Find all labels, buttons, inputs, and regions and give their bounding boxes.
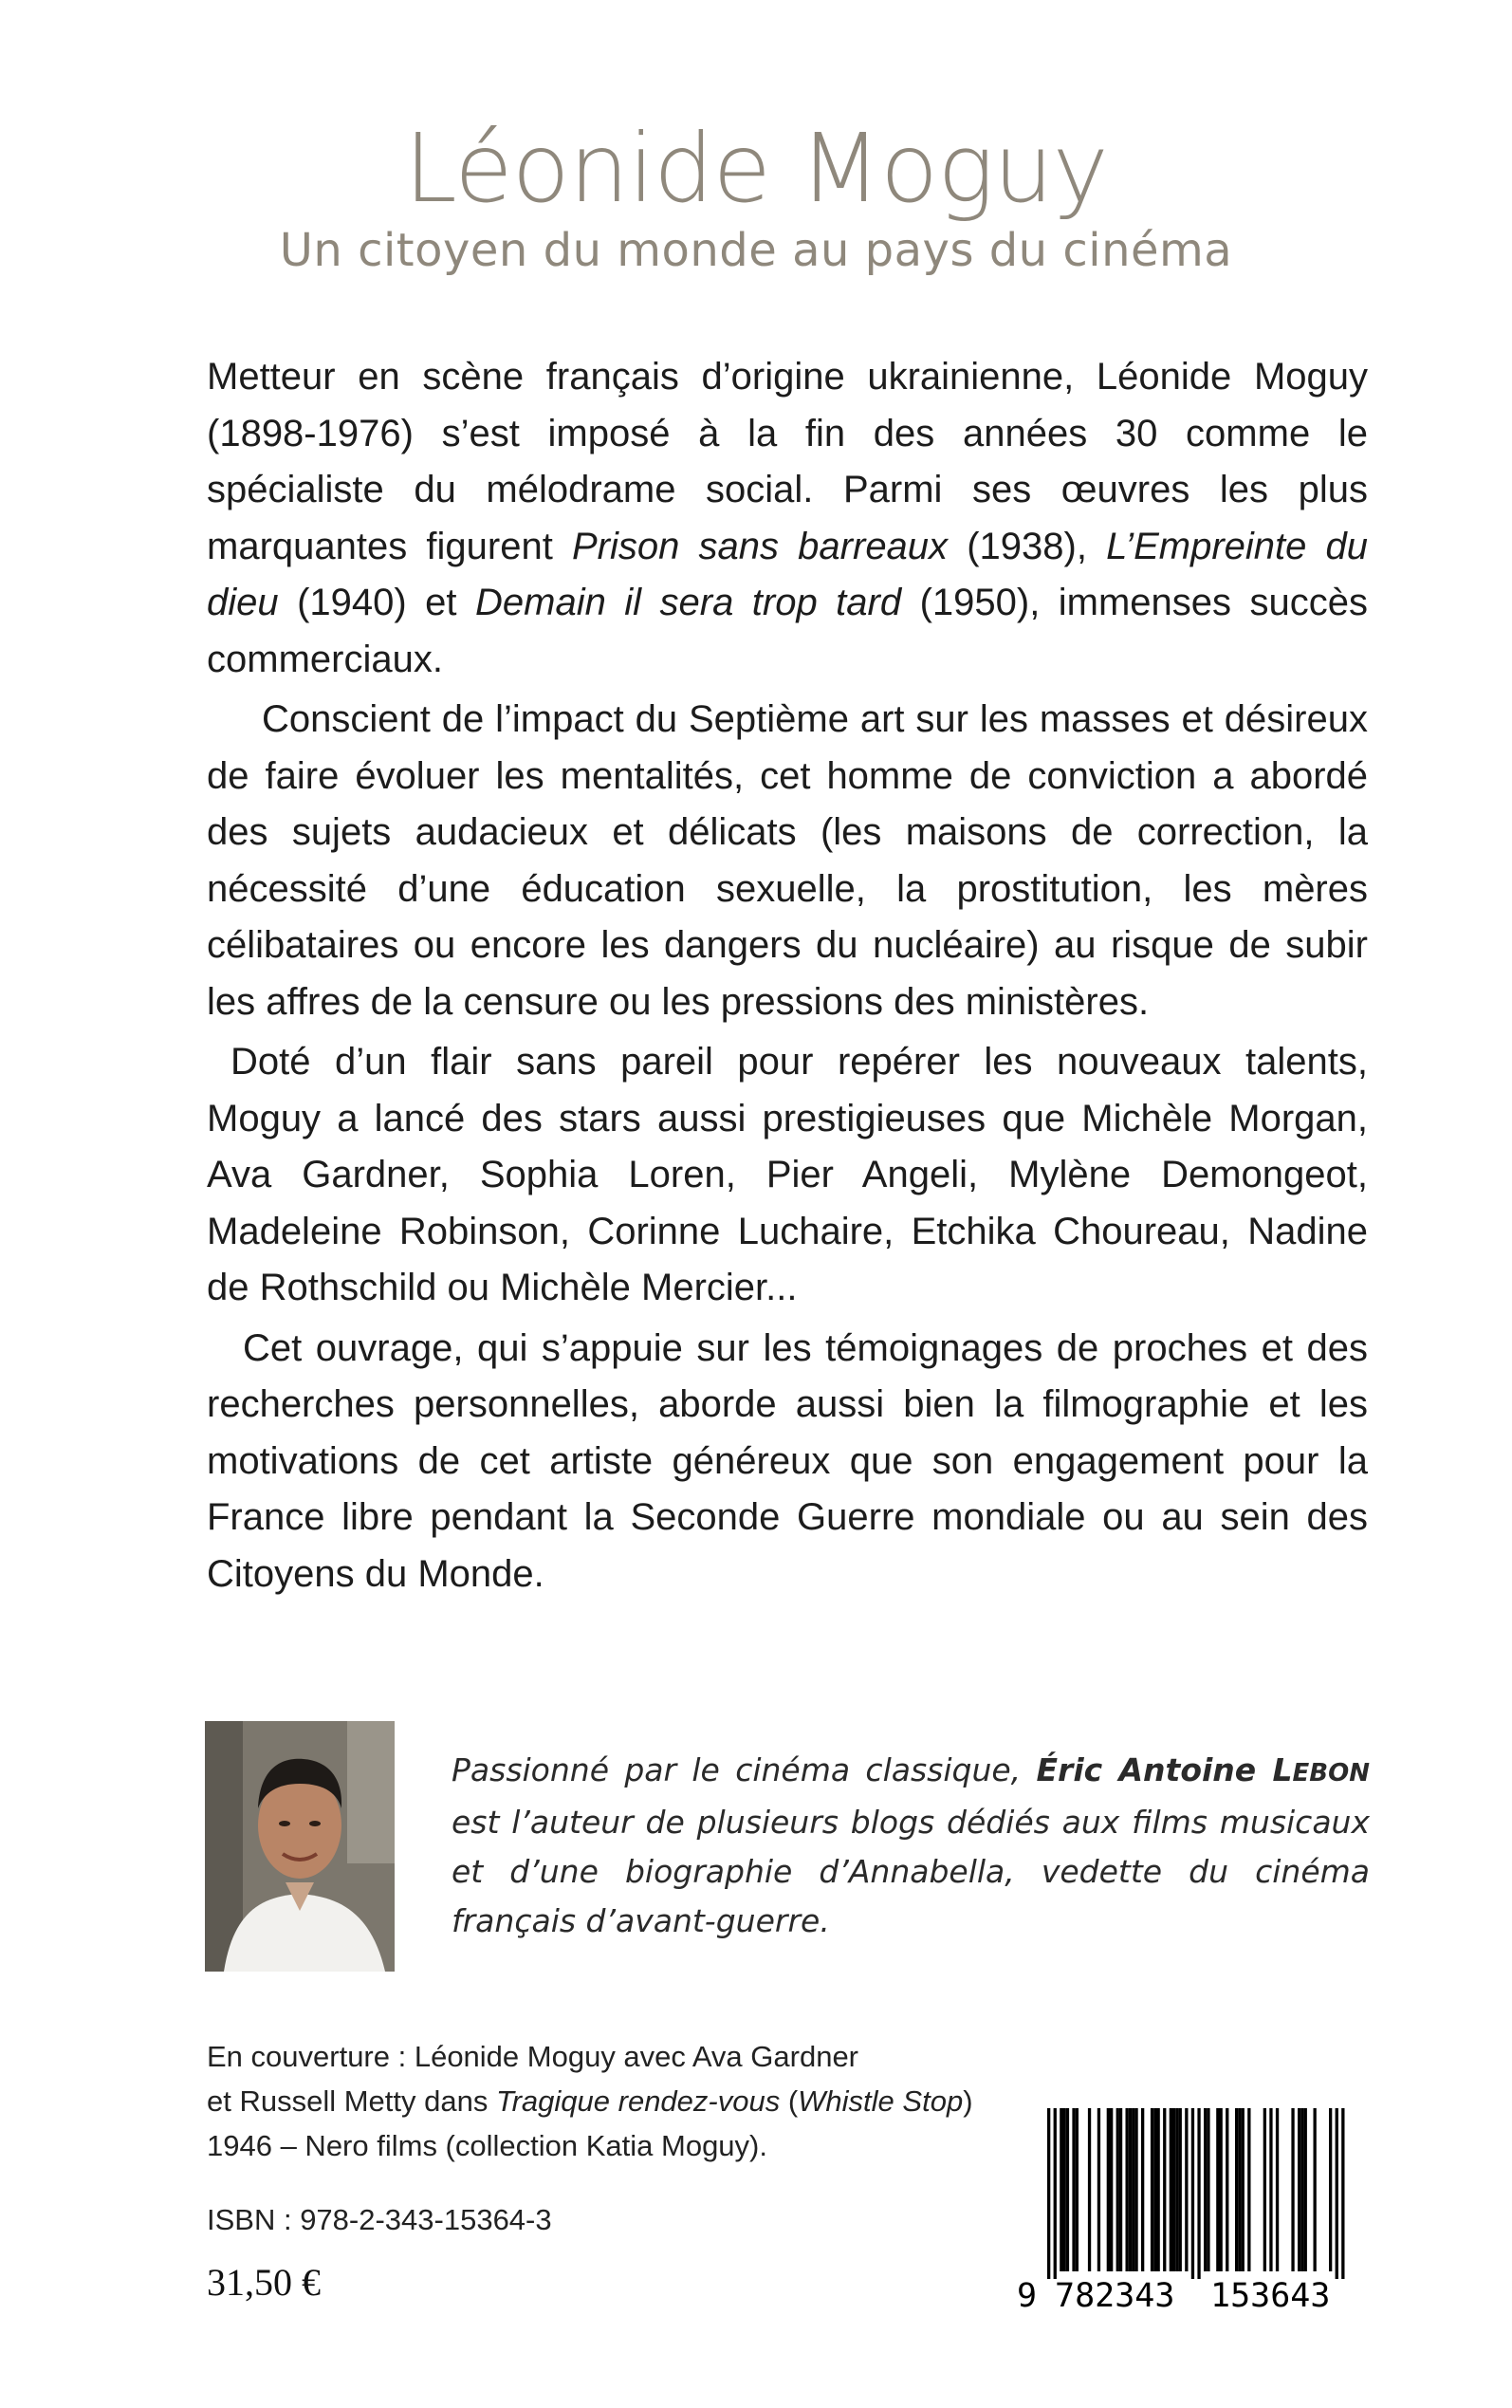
barcode-bar (1220, 2108, 1223, 2271)
barcode-bar (1179, 2108, 1182, 2271)
blurb-paragraph-4: Cet ouvrage, qui s’appuie sur les témoignages de proches et des recherches personnelles, aborde aussi bien la filmographie et les motivations de cet artiste généreux que son engagement pour la France libre pendant la Seconde Guerre mondiale ou au sein des Citoyens du Monde. (207, 1326, 1368, 1595)
barcode-bar (1216, 2108, 1219, 2271)
author-name (1037, 1751, 1371, 1788)
barcode-bar (1047, 2108, 1050, 2279)
barcode-bar (1269, 2108, 1272, 2271)
barcode-bar (1157, 2108, 1160, 2271)
barcode-bar (1191, 2108, 1194, 2279)
barcode-bar (1341, 2108, 1344, 2279)
barcode-bar (1242, 2108, 1245, 2271)
film-title: Prison sans barreaux (571, 525, 949, 567)
text-run: ) (963, 2084, 973, 2118)
credits-line-1: En couverture : Léonide Moguy avec Ava Gardner (207, 2040, 859, 2073)
barcode-bar (1060, 2108, 1062, 2271)
barcode-right-group: 153643 (1210, 2277, 1331, 2315)
barcode-bar (1235, 2108, 1238, 2271)
text-run: ( (780, 2084, 799, 2118)
barcode (1017, 2108, 1370, 2315)
film-title: L’Empreinte du dieu (207, 525, 1369, 623)
barcode-bar (1054, 2108, 1057, 2279)
text-run: Metteur en scène français d’origine ukrainienne, Léonide Moguy (1898-1976) s’est imposé à la fin des années 30 comme le spécialiste du mélodrame social. Parmi ses œuvres les plus marquantes figurent (207, 356, 1368, 567)
barcode-bar (1197, 2108, 1200, 2279)
barcode-bar (1204, 2108, 1207, 2271)
barcode-bar (1298, 2108, 1300, 2271)
credits-line-3: 1946 – Nero films (collection Katia Moguy). (207, 2129, 767, 2162)
barcode-bar (1226, 2108, 1228, 2271)
barcode-bar (1172, 2108, 1175, 2271)
barcode-bar (1175, 2108, 1178, 2271)
credits-line-2 (207, 2079, 1042, 2123)
barcode-bar (1163, 2108, 1166, 2271)
blurb-paragraph-1 (207, 349, 1368, 688)
text-run: EBON (1292, 1759, 1370, 1787)
barcode-bar (1063, 2108, 1066, 2271)
barcode-bar (1300, 2108, 1303, 2271)
barcode-bar (1238, 2108, 1241, 2271)
barcode-bars (1017, 2108, 1370, 2279)
text-run: (1950), immenses succès commerciaux. (207, 582, 1369, 680)
isbn: ISBN : 978-2-343-15364-3 (207, 2203, 552, 2236)
barcode-bar (1097, 2108, 1100, 2271)
barcode-bar (1314, 2108, 1317, 2271)
text-run: Passionné par le cinéma classique, (452, 1751, 1037, 1788)
barcode-bar (1129, 2108, 1132, 2271)
text-run: est l’auteur de plusieurs blogs dédiés aux films musicaux et d’une biographie d’Annabella, vedette du cinéma français d’avant-guerre. (452, 1804, 1370, 1939)
barcode-bar (1134, 2108, 1137, 2271)
text-run: (1940) et (278, 582, 475, 623)
film-title: Tragique rendez-vous (495, 2084, 781, 2118)
blurb-paragraph-2: Conscient de l’impact du Septième art sur les masses et désireux de faire évoluer les mentalités, cet homme de conviction a abordé des sujets audacieux et délicats (les maisons de correction, la nécessité d’une éducation sexuelle, la prostitution, les mères célibataires ou encore les dangers du nucléaire) au risque de subir les affres de la censure ou les pressions des ministères. (207, 698, 1368, 1023)
film-original-title: Whistle Stop (798, 2084, 964, 2118)
barcode-bar (1336, 2108, 1338, 2279)
barcode-bar (1126, 2108, 1129, 2271)
barcode-bar (1304, 2108, 1307, 2271)
barcode-bar (1107, 2108, 1110, 2271)
barcode-bar (1116, 2108, 1119, 2271)
book-subtitle: Un citoyen du monde au pays du cinéma (279, 224, 1233, 277)
barcode-bar (1153, 2108, 1156, 2271)
blurb (207, 349, 1368, 1602)
barcode-bar (1291, 2108, 1294, 2271)
text-run: (1938), (948, 525, 1107, 567)
barcode-bar (1151, 2108, 1153, 2271)
barcode-bar (1170, 2108, 1172, 2271)
barcode-bar (1132, 2108, 1134, 2271)
barcode-bar (1141, 2108, 1144, 2271)
author-photo (205, 1721, 395, 1972)
barcode-bar (1110, 2108, 1113, 2271)
barcode-bar (1066, 2108, 1069, 2271)
barcode-bar (1207, 2108, 1209, 2271)
book-title: Léonide Moguy (404, 113, 1108, 224)
cover-credits (207, 2034, 1042, 2168)
barcode-bar (1329, 2108, 1332, 2271)
barcode-bar (1119, 2108, 1122, 2271)
barcode-bar (1076, 2108, 1079, 2271)
barcode-first-digit: 9 (1017, 2277, 1038, 2315)
barcode-left-group: 782343 (1055, 2277, 1175, 2315)
barcode-bar (1072, 2108, 1075, 2271)
barcode-bar (1247, 2108, 1250, 2271)
barcode-bar (1185, 2108, 1188, 2271)
film-title: Demain il sera trop tard (475, 582, 902, 623)
barcode-bar (1088, 2108, 1091, 2271)
text-run: Éric Antoine L (1036, 1751, 1293, 1788)
blurb-paragraph-3: Doté d’un flair sans pareil pour repérer les nouveaux talents, Moguy a lancé des stars aussi prestigieuses que Michèle Morgan, Ava Gardner, Sophia Loren, Pier Angeli, Mylène Demongeot, Madeleine Robinson, Corinne Luchaire, Etchika Choureau, Nadine de Rothschild ou Michèle Mercier... (207, 1041, 1368, 1308)
barcode-bar (1263, 2108, 1266, 2271)
barcode-bar (1276, 2108, 1279, 2271)
author-bio (452, 1746, 1370, 1946)
price: 31,50 € (207, 2261, 321, 2304)
text-run: et Russell Metty dans (207, 2084, 496, 2118)
